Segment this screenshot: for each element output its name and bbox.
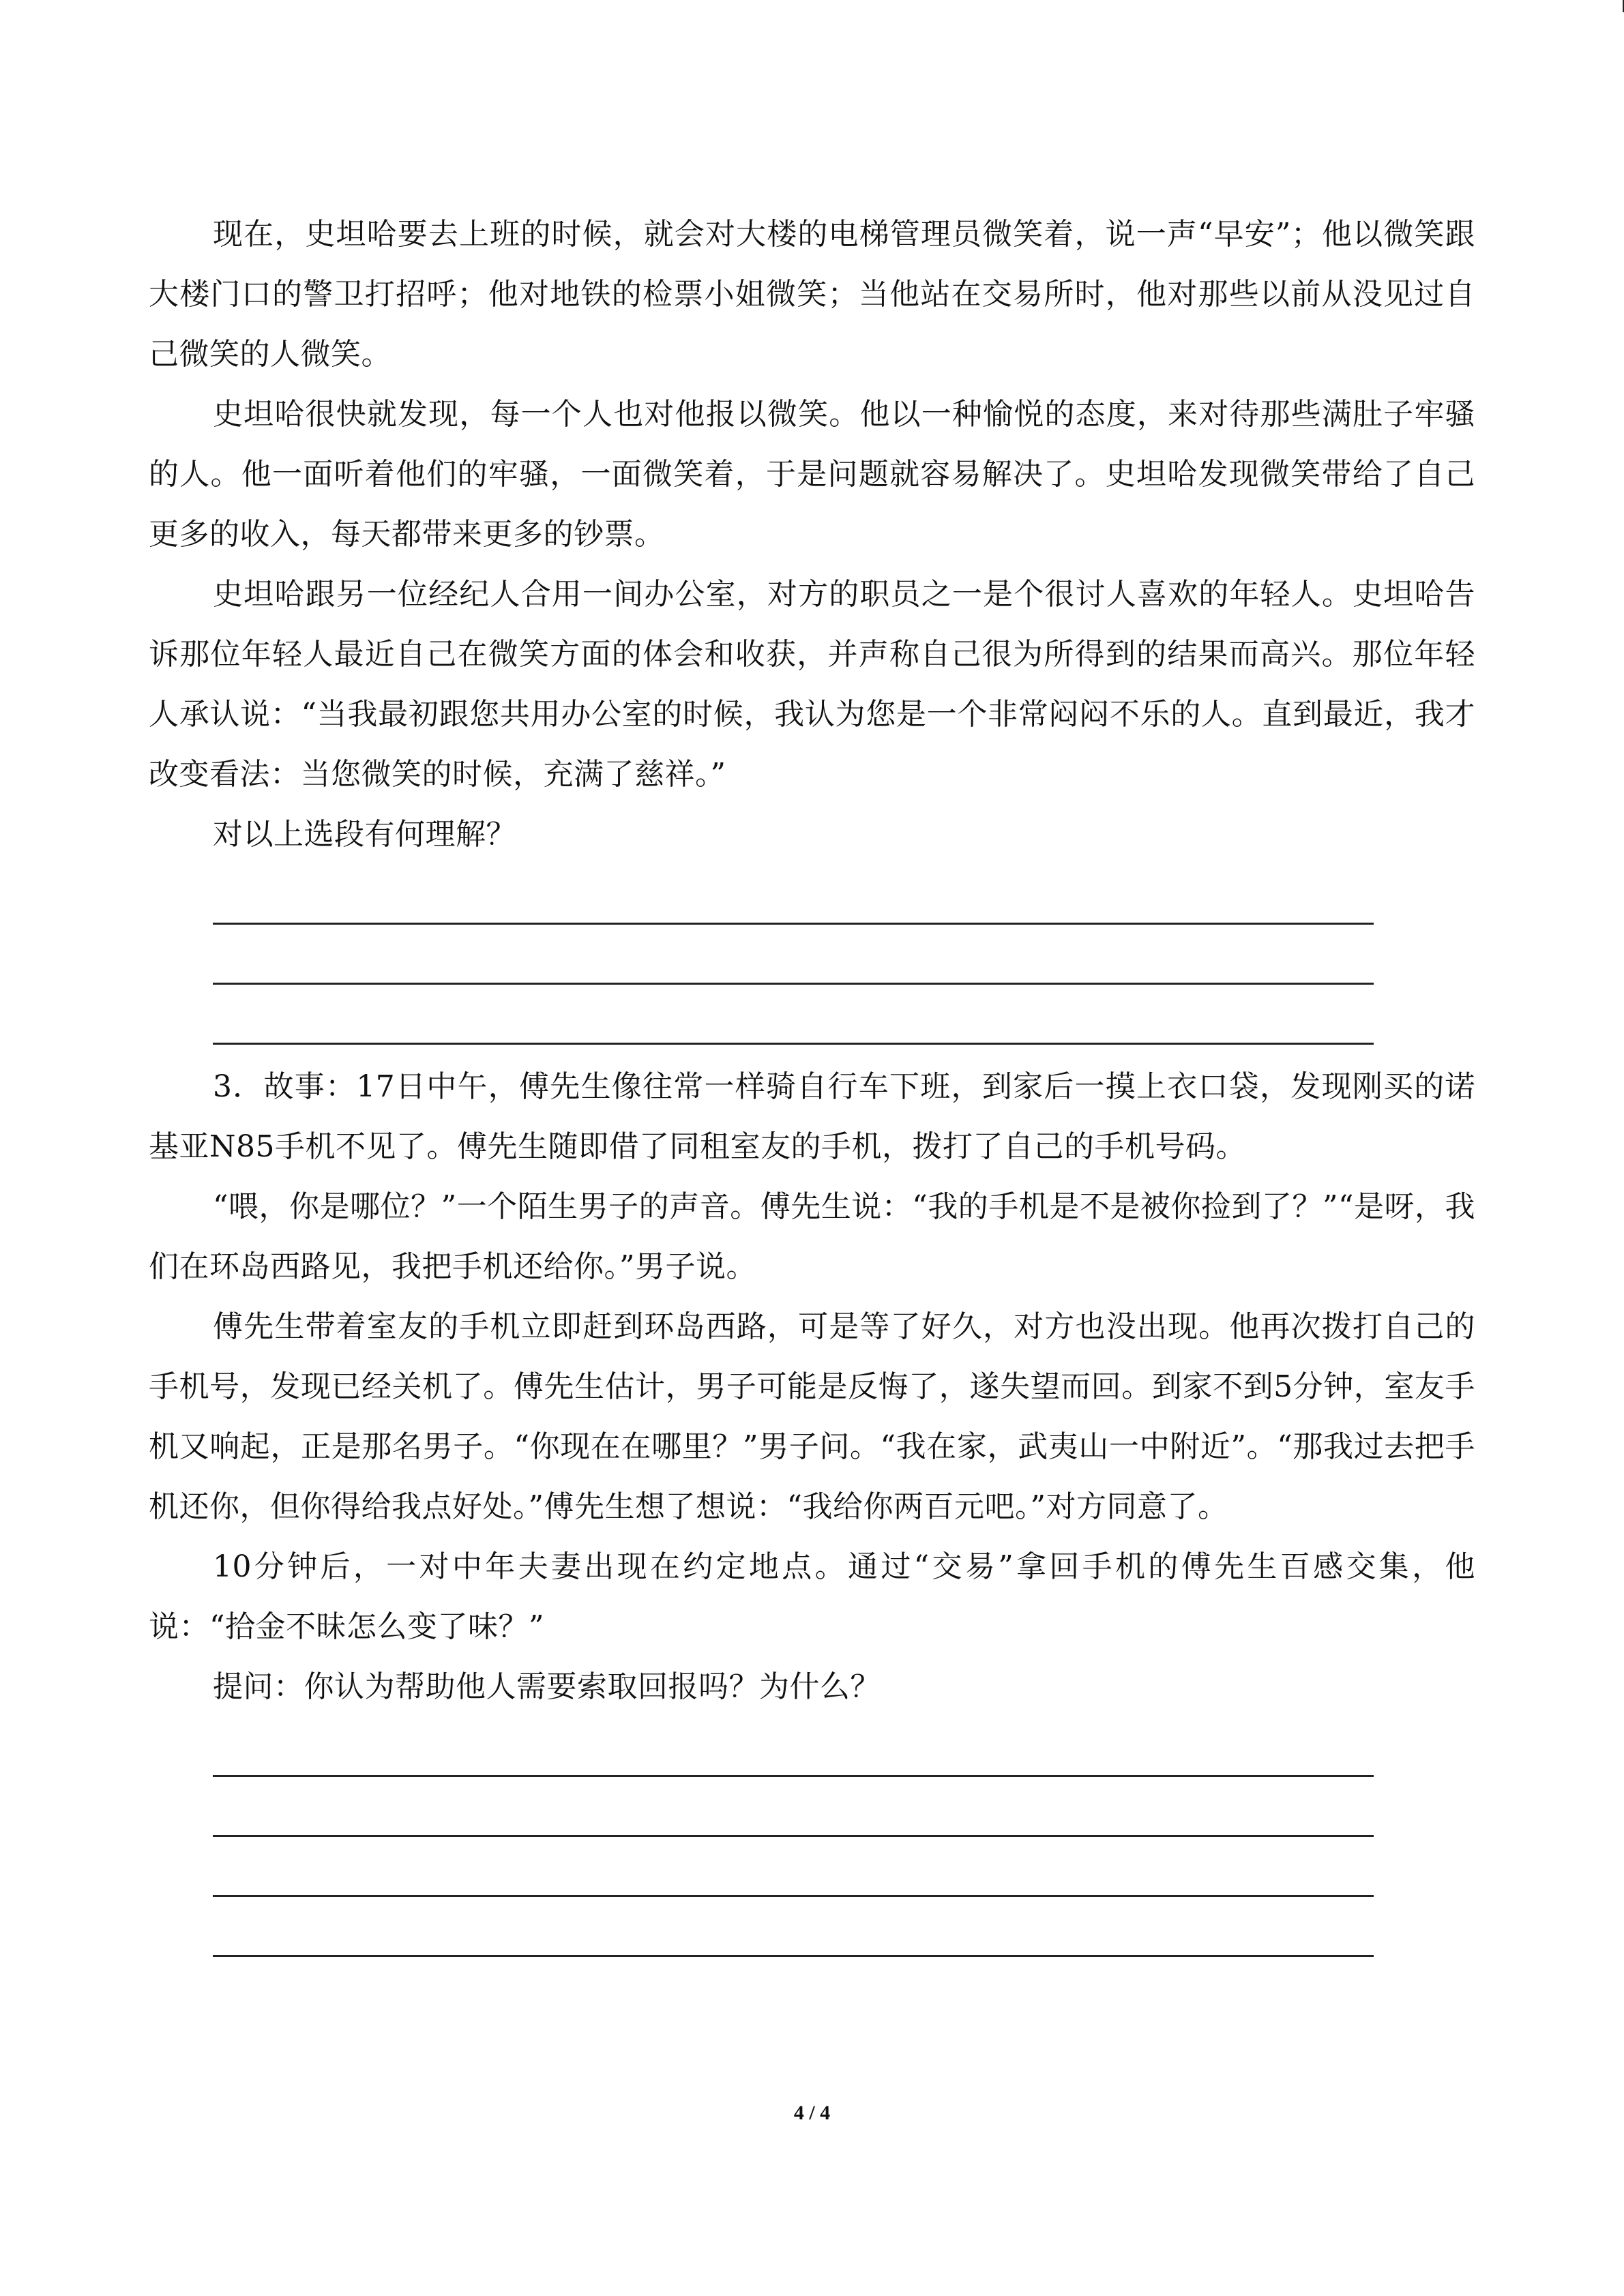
passage2-paragraph-4: 10分钟后，一对中年夫妻出现在约定地点。通过“交易”拿回手机的傅先生百感交集，他说：“拾金不昧怎么变了味？” [149,1549,1475,1644]
passage2-answer-area[interactable] [213,1717,1374,1957]
answer-line[interactable] [213,865,1374,925]
answer-line[interactable] [213,985,1374,1045]
passage2-paragraph-3: 傅先生带着室友的手机立即赶到环岛西路，可是等了好久，对方也没出现。他再次拨打自己的手机号，发现已经关机了。傅先生估计，男子可能是反悔了，遂失望而回。到家不到5分钟，室友手机又响起，正是那名男子。“你现在在哪里？”男子问。“我在家，武夷山一中附近”。“那我过去把手机还你，但你得给我点好处。”傅先生想了想说：“我给你两百元吧。”对方同意了。 [149,1309,1475,1524]
passage1-answer-area[interactable] [213,865,1374,1045]
answer-line[interactable] [213,1837,1374,1897]
passage1-paragraph-1: 现在，史坦哈要去上班的时候，就会对大楼的电梯管理员微笑着，说一声“早安”；他以微笑跟大楼门口的警卫打招呼；他对地铁的检票小姐微笑；当他站在交易所时，他对那些以前从没见过自己微笑的人微笑。 [149,217,1475,372]
section-spacer [149,1045,1475,1057]
passage2-paragraph-1: 3．故事：17日中午，傅先生像往常一样骑自行车下班，到家后一摸上衣口袋，发现刚买的诺基亚N85手机不见了。傅先生随即借了同租室友的手机，拨打了自己的手机号码。 [149,1069,1475,1164]
answer-line[interactable] [213,1717,1374,1777]
passage1-paragraph-3: 史坦哈跟另一位经纪人合用一间办公室，对方的职员之一是个很讨人喜欢的年轻人。史坦哈告诉那位年轻人最近自己在微笑方面的体会和收获，并声称自己很为所得到的结果而高兴。那位年轻人承认说：“当我最初跟您共用办公室的时候，我认为您是一个非常闷闷不乐的人。直到最近，我才改变看法：当您微笑的时候，充满了慈祥。” [149,577,1475,792]
passage2-paragraph-2: “喂，你是哪位？”一个陌生男子的声音。傅先生说：“我的手机是不是被你捡到了？”“是呀，我们在环岛西路见，我把手机还给你。”男子说。 [149,1189,1475,1284]
answer-line[interactable] [213,1777,1374,1837]
page-content [149,205,1475,1957]
passage1-paragraph-2: 史坦哈很快就发现，每一个人也对他报以微笑。他以一种愉悦的态度，来对待那些满肚子牢骚的人。他一面听着他们的牢骚，一面微笑着，于是问题就容易解决了。史坦哈发现微笑带给了自己更多的收入，每天都带来更多的钞票。 [149,397,1475,552]
passage1-question: 对以上选段有何理解？ [213,817,516,852]
page-number: 4 / 4 [793,2102,831,2124]
passage2-question: 提问：你认为帮助他人需要索取回报吗？为什么？ [213,1669,881,1704]
answer-line[interactable] [213,1897,1374,1957]
answer-line[interactable] [213,925,1374,985]
